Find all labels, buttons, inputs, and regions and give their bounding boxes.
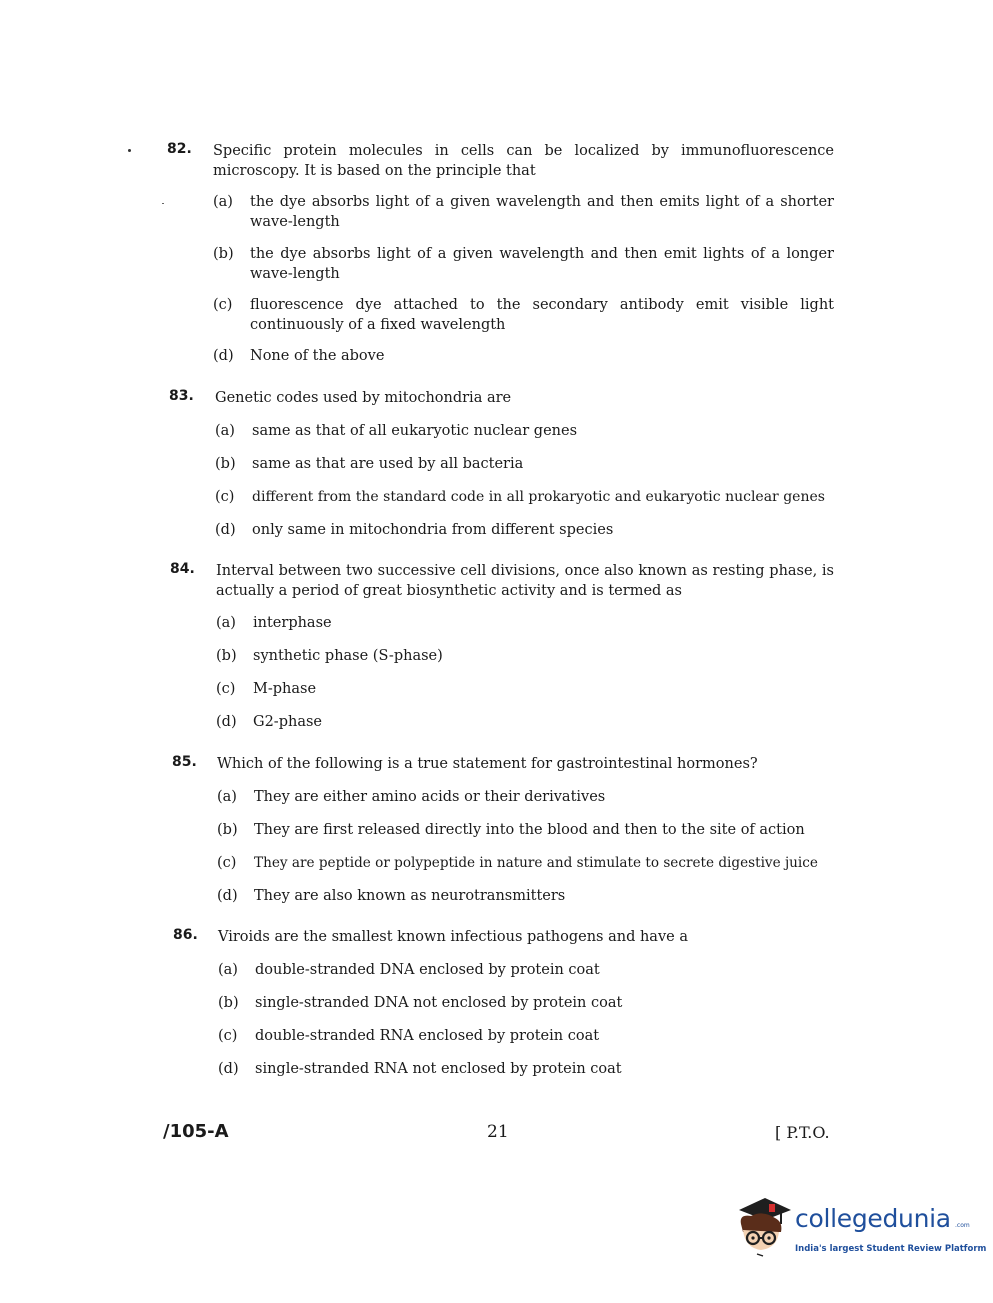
option-text: They are first released directly into the blood and then to the site of action	[254, 822, 805, 838]
option-text: synthetic phase (S-phase)	[253, 648, 443, 664]
option-d	[213, 346, 834, 366]
option-text: same as that are used by all bacteria	[252, 456, 524, 472]
option-text: double-stranded DNA enclosed by protein coat	[255, 962, 600, 978]
option-label: (a)	[215, 423, 235, 439]
option-label: (a)	[213, 194, 233, 210]
question-text: Interval between two successive cell divisions, once also known as resting phase, is actually a period of great biosynthetic activity and is termed as	[216, 563, 834, 599]
option-text: the dye absorbs light of a given wavelength and then emit lights of a longer wave-length	[250, 246, 834, 282]
option-b	[216, 646, 834, 666]
option-label: (d)	[215, 522, 236, 538]
option-text: only same in mitochondria from different species	[252, 522, 614, 538]
question-number: 85.	[172, 754, 197, 770]
option-a	[216, 613, 834, 633]
option-a	[213, 192, 834, 232]
option-label: (b)	[218, 995, 239, 1011]
option-d	[217, 886, 834, 906]
option-label: (c)	[215, 489, 235, 505]
question-number: 84.	[170, 561, 195, 577]
option-a	[217, 787, 834, 807]
question-text: Genetic codes used by mitochondria are	[215, 390, 512, 406]
option-label: (c)	[216, 681, 236, 697]
paper-code: /105-A	[163, 1121, 229, 1142]
option-text: G2-phase	[253, 714, 322, 730]
option-c	[216, 679, 834, 699]
option-label: (c)	[213, 297, 233, 313]
option-label: (c)	[218, 1028, 238, 1044]
pto-label: [ P.T.O.	[775, 1123, 830, 1142]
question-number: 82.	[167, 141, 192, 157]
option-c	[215, 487, 834, 507]
option-label: (a)	[217, 789, 237, 805]
option-text: fluorescence dye attached to the secondary antibody emit visible light continuously of a fixed wavelength	[250, 297, 834, 333]
option-label: (c)	[217, 855, 237, 871]
collegedunia-logo	[733, 1196, 987, 1266]
option-d	[215, 520, 834, 540]
option-label: (b)	[217, 822, 238, 838]
option-text: double-stranded RNA enclosed by protein coat	[255, 1028, 600, 1044]
option-b	[215, 454, 834, 474]
option-b	[213, 244, 834, 284]
option-c	[217, 853, 834, 873]
option-b	[217, 820, 834, 840]
margin-dot	[128, 149, 131, 152]
option-text: interphase	[253, 615, 332, 631]
option-label: (a)	[218, 962, 238, 978]
question-text: Viroids are the smallest known infectious pathogens and have a	[218, 929, 688, 945]
option-text: same as that of all eukaryotic nuclear genes	[252, 423, 578, 439]
option-text: different from the standard code in all prokaryotic and eukaryotic nuclear genes	[252, 489, 825, 505]
question-text: Specific protein molecules in cells can be localized by immunofluorescence microscopy. It is based on the principle that	[213, 143, 834, 179]
option-c	[218, 1026, 834, 1046]
option-label: (b)	[216, 648, 237, 664]
option-d	[218, 1059, 834, 1079]
question-text: Which of the following is a true statement for gastrointestinal hormones?	[217, 756, 758, 772]
option-label: (b)	[215, 456, 236, 472]
option-a	[218, 960, 834, 980]
option-d	[216, 712, 834, 732]
option-text: None of the above	[250, 348, 385, 364]
option-text: M-phase	[253, 681, 317, 697]
option-label: (d)	[218, 1061, 239, 1077]
question-number: 83.	[169, 388, 194, 404]
option-text: They are either amino acids or their derivatives	[254, 789, 606, 805]
option-text: single-stranded DNA not enclosed by protein coat	[255, 995, 623, 1011]
page-number: 21	[487, 1122, 509, 1142]
option-text: the dye absorbs light of a given wavelength and then emits light of a shorter wave-length	[250, 194, 834, 230]
option-label: (d)	[216, 714, 237, 730]
option-label: (a)	[216, 615, 236, 631]
option-label: (b)	[213, 246, 234, 262]
question-number: 86.	[173, 927, 198, 943]
option-c	[213, 295, 834, 335]
option-label: (d)	[217, 888, 238, 904]
logo-name: collegedunia	[795, 1204, 951, 1233]
option-b	[218, 993, 834, 1013]
option-label: (d)	[213, 348, 234, 364]
mascot-icon	[733, 1196, 795, 1260]
logo-tagline: India's largest Student Review Platform	[795, 1244, 987, 1254]
option-text: single-stranded RNA not enclosed by protein coat	[255, 1061, 622, 1077]
logo-com: .com	[955, 1222, 970, 1229]
option-text: They are peptide or polypeptide in nature and stimulate to secrete digestive juice	[254, 855, 818, 871]
margin-dot	[162, 203, 164, 204]
option-text: They are also known as neurotransmitters	[254, 888, 566, 904]
option-a	[215, 421, 834, 441]
